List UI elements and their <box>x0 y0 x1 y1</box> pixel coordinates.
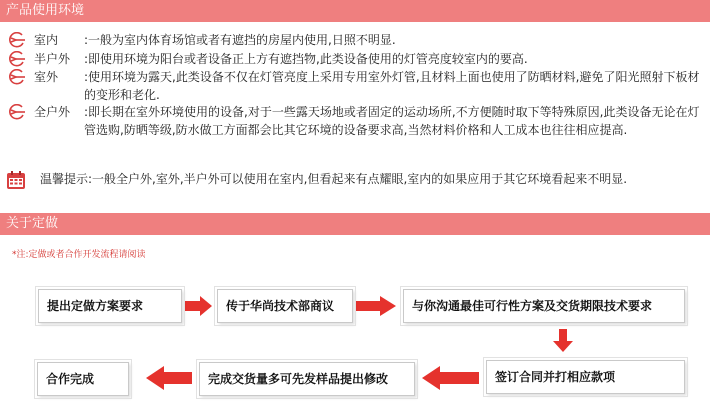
custom-section-header <box>0 213 710 235</box>
usage-section-header <box>0 0 710 22</box>
flow-step: 签订合同并打相应款项 <box>486 360 685 394</box>
env-label: 半户外 <box>34 52 71 66</box>
tip-text: 温馨提示:一般全户外,室外,半户外可以使用在室内,但看起来有点耀眼,室内的如果应用于其它环境看起来不明显. <box>40 172 628 186</box>
flow-step: 合作完成 <box>37 362 129 396</box>
flow-step: 提出定做方案要求 <box>38 289 182 323</box>
arrow-right-icon <box>356 296 396 316</box>
circle-arrow-icon <box>6 104 26 120</box>
env-desc: :使用环境为露天,此类设备不仅在灯管亮度上采用专用室外灯管,且材料上面也使用了防晒材料,避免了阳光照射下板材的变形和老化. <box>84 70 700 102</box>
arrow-left-icon <box>146 366 192 390</box>
tip-row <box>6 168 710 192</box>
env-row-indoor <box>6 31 710 49</box>
custom-section-title: 关于定做 <box>6 216 59 231</box>
env-desc: :即长期在室外环境使用的设备,对于一些露天场地或者固定的运动场所,不方便随时取下等特殊原因,此类设备无论在灯管选购,防晒等级,防水做工方面都会比其它环境的设备要求高,当然材料价格和人工成本也往往相应提高. <box>84 105 700 137</box>
calendar-icon <box>6 170 26 190</box>
usage-section-title: 产品使用环境 <box>6 3 85 18</box>
arrow-down-icon <box>553 329 573 352</box>
arrow-right-icon <box>184 296 212 316</box>
custom-note: *注:定做或者合作开发流程请阅读 <box>12 250 146 260</box>
circle-arrow-icon <box>6 32 26 48</box>
env-desc: :一般为室内体育场馆或者有遮挡的房屋内使用,日照不明显. <box>84 33 396 47</box>
env-row-full-outdoor <box>6 103 710 157</box>
env-label: 全户外 <box>34 105 71 119</box>
flow-step: 与你沟通最佳可行性方案及交货期限技术要求 <box>403 289 685 323</box>
env-label: 室内 <box>34 33 59 47</box>
circle-arrow-icon <box>6 69 26 85</box>
flow-step: 完成交货量多可先发样品提出修改 <box>199 362 415 396</box>
env-label: 室外 <box>34 70 59 84</box>
env-desc: :即使用环境为阳台或者设备正上方有遮挡物,此类设备使用的灯管亮度较室内的要高. <box>84 52 528 66</box>
flow-step: 传于华尚技术部商议 <box>217 289 353 323</box>
env-row-semi-outdoor <box>6 50 710 68</box>
circle-arrow-icon <box>6 51 26 67</box>
env-row-outdoor <box>6 68 710 104</box>
arrow-left-icon <box>422 366 479 390</box>
